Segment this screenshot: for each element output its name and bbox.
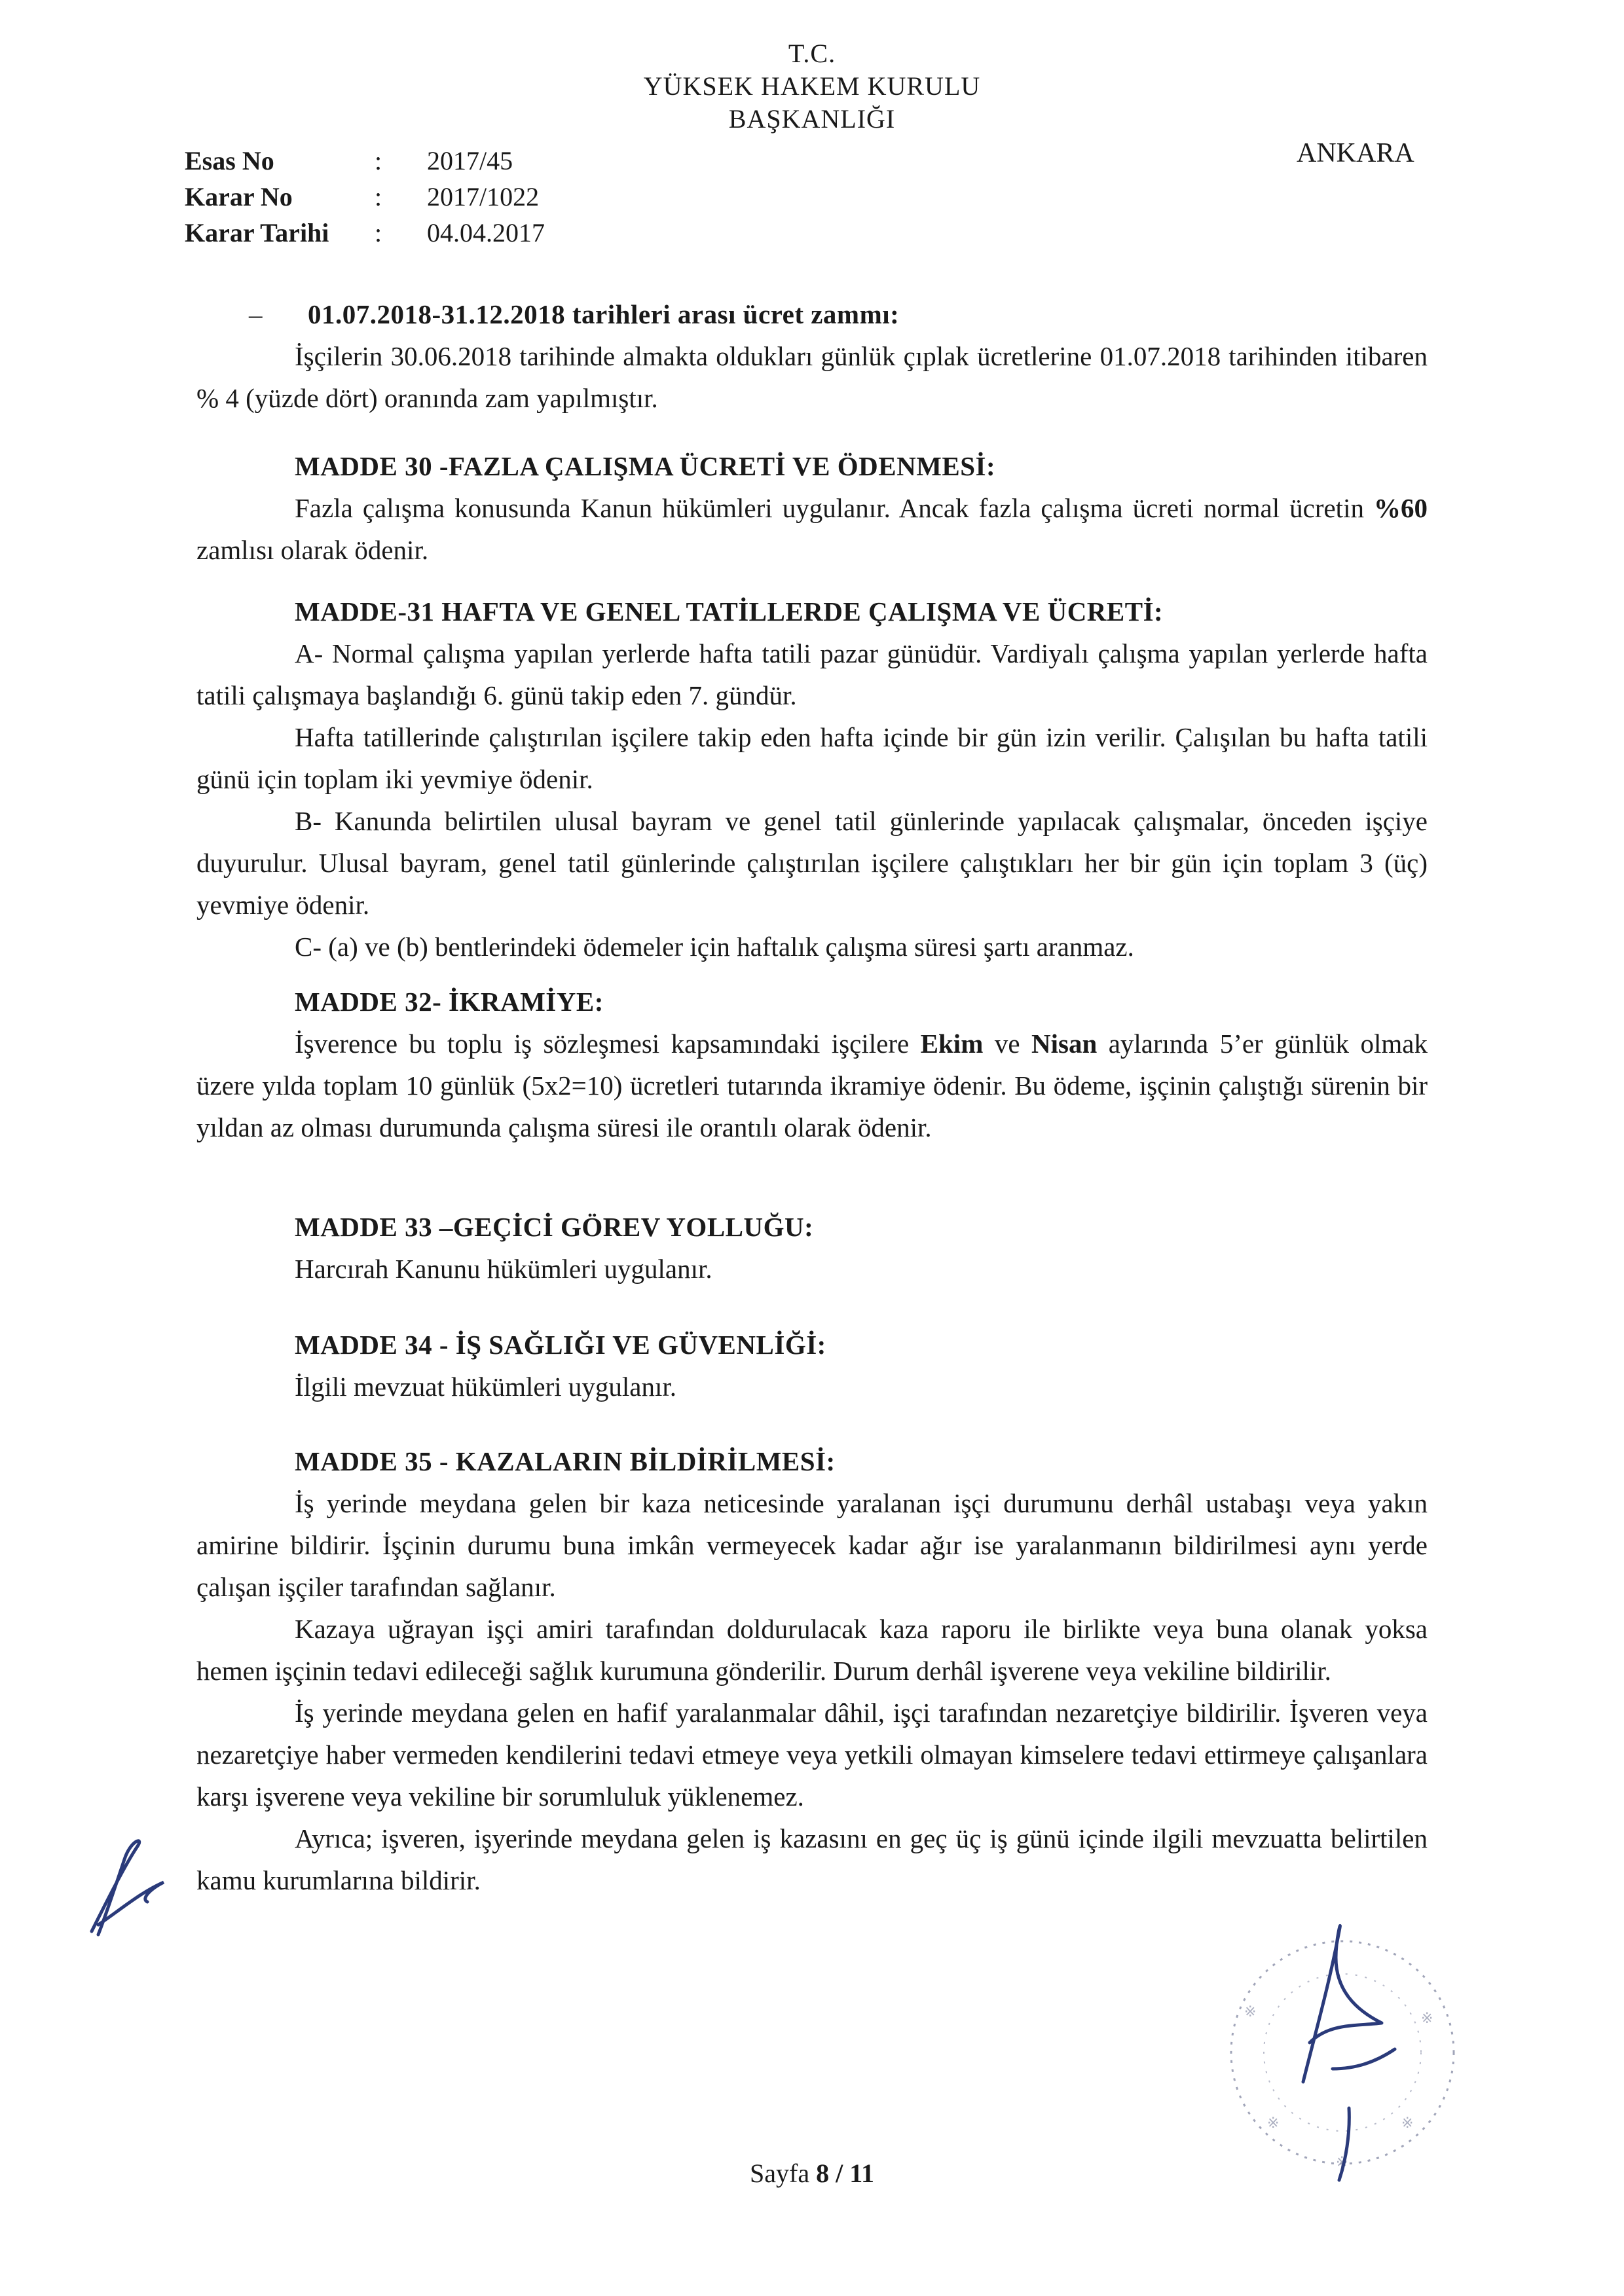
karar-value: 2017/1022 (427, 182, 540, 211)
madde-35-p3 (196, 1692, 1428, 1817)
madde-33 (196, 1206, 1428, 1290)
madde-31 (196, 591, 1428, 968)
wage-heading-line (196, 293, 1428, 335)
svg-text:※: ※ (1267, 2115, 1280, 2132)
header-office: BAŞKANLIĞI (728, 104, 896, 134)
karar-separator: : (375, 182, 382, 211)
madde-33-text: Harcırah Kanunu hükümleri uygulanır. (295, 1254, 712, 1284)
madde-35 (196, 1440, 1428, 1901)
madde-32-month-2: Nisan (1031, 1029, 1098, 1059)
wage-text-line (196, 335, 1428, 419)
madde-34-text-line (196, 1366, 1428, 1408)
page-total: 11 (849, 2159, 874, 2188)
wage-heading: 01.07.2018-31.12.2018 tarihleri arası ücret zammı: (308, 299, 900, 329)
wage-dash: – (249, 299, 263, 329)
madde-31-paragraph-c (196, 926, 1428, 968)
meta-esas (185, 145, 513, 176)
madde-35-heading-line (196, 1440, 1428, 1482)
madde-31-heading: MADDE-31 HAFTA VE GENEL TATİLLERDE ÇALIŞMA VE ÜCRETİ: (295, 596, 1164, 627)
madde-34-heading-line (196, 1324, 1428, 1366)
madde-31-paragraph-b (196, 800, 1428, 926)
header-board: YÜKSEK HAKEM KURULU (643, 71, 981, 101)
page-current: 8 (816, 2159, 830, 2188)
karar-label: Karar No (185, 182, 293, 211)
madde-33-heading-line (196, 1206, 1428, 1248)
madde-32-heading-line (196, 981, 1428, 1023)
madde-32-heading: MADDE 32- İKRAMİYE: (295, 987, 604, 1017)
madde-34 (196, 1324, 1428, 1408)
madde-33-heading: MADDE 33 –GEÇİCİ GÖREV YOLLUĞU: (295, 1212, 814, 1242)
madde-30-text-b: zamlısı olarak ödenir. (196, 535, 429, 565)
tarih-value: 04.04.2017 (427, 218, 545, 247)
madde-35-heading: MADDE 35 - KAZALARIN BİLDİRİLMESİ: (295, 1446, 836, 1476)
madde-30-text-a: Fazla çalışma konusunda Kanun hükümleri uygulanır. Ancak fazla çalışma ücreti normal ücretin (295, 493, 1374, 523)
madde-31-heading-line (196, 591, 1428, 632)
wage-section (196, 293, 1428, 419)
madde-35-p4-text: Ayrıca; işveren, işyerinde meydana gelen iş kazasını en geç üç iş günü içinde ilgili mevzuatta belirtilen kamu kurumlarına bildirir. (196, 1823, 1428, 1895)
meta-tarih (185, 217, 545, 248)
svg-text:※: ※ (1421, 2011, 1433, 2027)
madde-34-heading: MADDE 34 - İŞ SAĞLIĞI VE GÜVENLİĞİ: (295, 1330, 826, 1360)
tarih-label: Karar Tarihi (185, 218, 329, 247)
madde-32-t2: ve (983, 1029, 1031, 1059)
svg-text:※: ※ (1401, 2115, 1414, 2132)
madde-30-heading-line (196, 445, 1428, 487)
madde-35-p4 (196, 1817, 1428, 1901)
madde-31-p1: A- Normal çalışma yapılan yerlerde hafta tatili pazar günüdür. Vardiyalı çalışma yapılan yerlerde hafta tatili çalışmaya başlandığı 6. günü takip eden 7. gündür. (196, 638, 1428, 710)
meta-karar (185, 181, 539, 212)
page-prefix: Sayfa (750, 2159, 817, 2188)
header-city: ANKARA (1297, 138, 1414, 168)
wage-text: İşçilerin 30.06.2018 tarihinde almakta oldukları günlük çıplak ücretlerine 01.07.2018 tarihinden itibaren % 4 (yüzde dört) oranında zam yapılmıştır. (196, 341, 1428, 413)
esas-value: 2017/45 (427, 146, 513, 175)
official-stamp (1205, 1912, 1480, 2187)
madde-30-heading: MADDE 30 -FAZLA ÇALIŞMA ÜCRETİ VE ÖDENMESİ: (295, 451, 996, 481)
madde-35-p2 (196, 1608, 1428, 1692)
madde-31-p3: B- Kanunda belirtilen ulusal bayram ve genel tatil günlerinde yapılacak çalışmalar, önceden işçiye duyurulur. Ulusal bayram, genel tatil günlerinde çalıştırılan işçilere çalıştıkları her bir gün için toplam 3 (üç) yevmiye ödenir. (196, 806, 1428, 920)
initials-signature (79, 1827, 177, 1938)
madde-31-p2: Hafta tatillerinde çalıştırılan işçilere takip eden hafta içinde bir gün izin verilir. Çalışılan bu hafta tatili günü için toplam iki yevmiye ödenir. (196, 722, 1428, 794)
madde-31-p4: C- (a) ve (b) bentlerindeki ödemeler için haftalık çalışma süresi şartı aranmaz. (295, 932, 1134, 962)
madde-31-paragraph-a2 (196, 716, 1428, 800)
madde-33-text-line (196, 1248, 1428, 1290)
madde-35-p1 (196, 1482, 1428, 1608)
esas-separator: : (375, 146, 382, 175)
svg-text:※: ※ (1336, 2155, 1348, 2171)
madde-30-text (196, 487, 1428, 571)
esas-label: Esas No (185, 146, 274, 175)
madde-32 (196, 981, 1428, 1148)
madde-34-text: İlgili mevzuat hükümleri uygulanır. (295, 1372, 676, 1402)
madde-35-p2-text: Kazaya uğrayan işçi amiri tarafından doldurulacak kaza raporu ile birlikte veya buna olanak yoksa hemen işçinin tedavi edileceği sağlık kurumuna gönderilir. Durum derhâl işverene veya vekiline bildirilir. (196, 1614, 1428, 1686)
page-number (0, 2158, 1624, 2189)
madde-32-t3: aylarında 5’er günlük olmak üzere yılda toplam 10 günlük (5x2=10) ücretleri tutarında ikramiye ödenir. Bu ödeme, işçinin çalıştığı sürenin bir yıldan az olması durumunda çalışma süresi ile orantılı olarak ödenir. (196, 1029, 1428, 1142)
madde-30 (196, 445, 1428, 571)
header-tc: T.C. (788, 39, 836, 68)
madde-31-paragraph-a (196, 632, 1428, 716)
madde-32-text (196, 1023, 1428, 1148)
svg-text:※: ※ (1244, 2004, 1257, 2020)
page-separator: / (829, 2159, 850, 2188)
tarih-separator: : (375, 218, 382, 247)
madde-30-rate: %60 (1374, 493, 1428, 523)
madde-32-month-1: Ekim (920, 1029, 984, 1059)
madde-35-p3-text: İş yerinde meydana gelen en hafif yaralanmalar dâhil, işçi tarafından nezaretçiye bildirilir. İşveren veya nezaretçiye haber vermeden kendilerini tedavi etmeye veya yetkili olmayan kimselere tedavi ettirmeye çalışanlara karşı işverene veya vekiline bir sorumluluk yüklenemez. (196, 1698, 1428, 1812)
madde-32-t1: İşverence bu toplu iş sözleşmesi kapsamındaki işçilere (295, 1029, 921, 1059)
madde-35-p1-text: İş yerinde meydana gelen bir kaza neticesinde yaralanan işçi durumunu derhâl ustabaşı veya yakın amirine bildirir. İşçinin durumu buna imkân vermeyecek kadar ağır ise yaralanmanın bildirilmesi aynı yerde çalışan işçiler tarafından sağlanır. (196, 1488, 1428, 1602)
